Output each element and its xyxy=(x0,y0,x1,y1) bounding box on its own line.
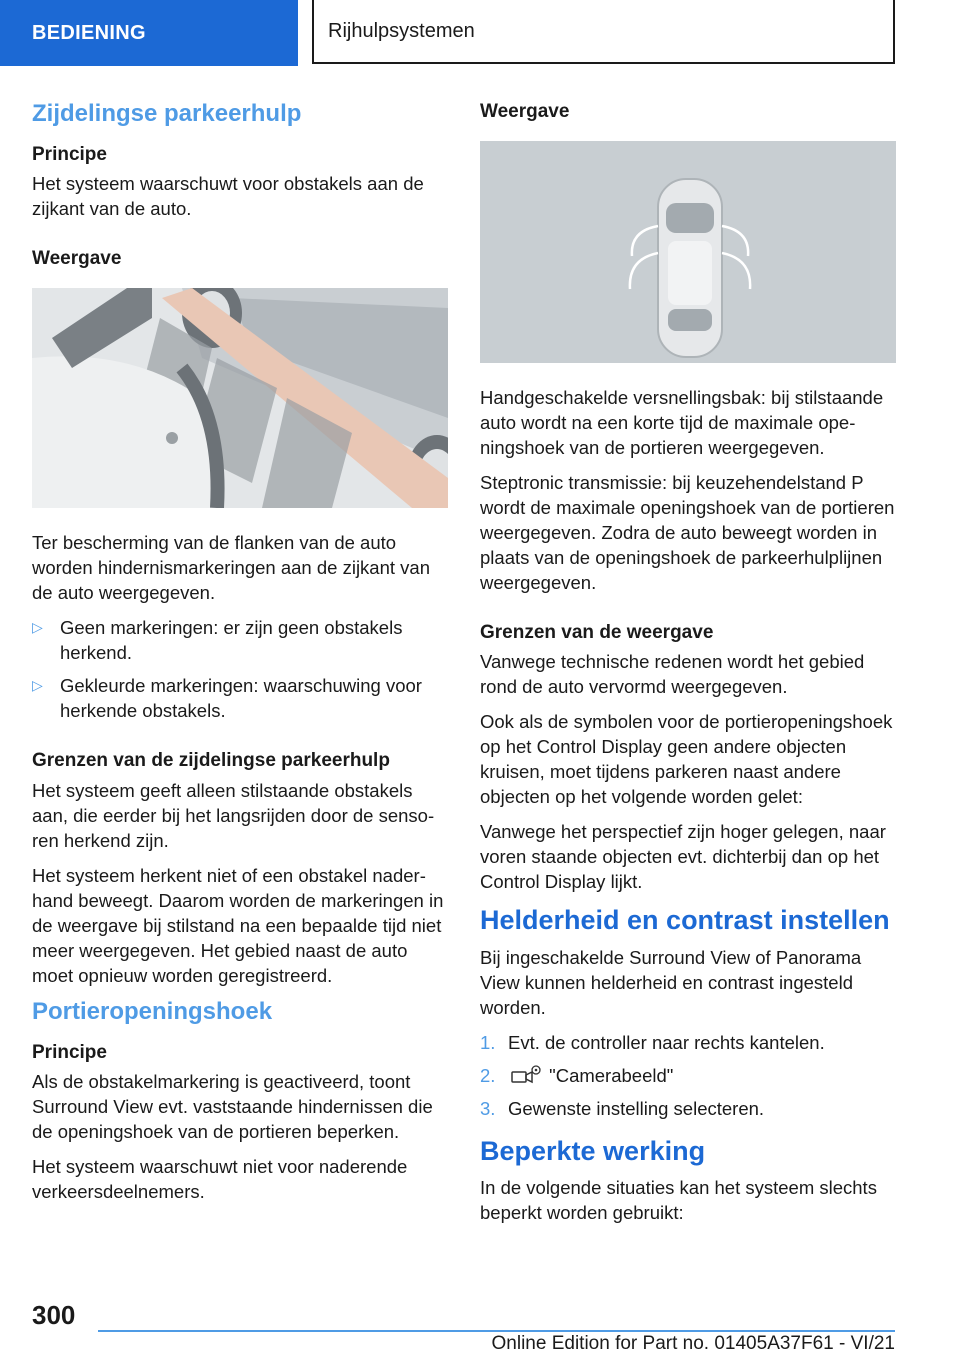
door-text-2: Het systeem waarschuwt niet voor naderende verkeersdeelnemers. xyxy=(32,1156,408,1203)
door-principle-heading: Principe xyxy=(32,1041,107,1063)
door-text-1: Als de obstakelmarkering is geactiveerd, toont Surround View evt. vaststaande hindernissen die de openingshoek van de portieren beperken. xyxy=(32,1071,433,1143)
chapter-label: Rijhulpsystemen xyxy=(328,19,475,42)
door-angle-title: Portieropeningshoek xyxy=(32,997,273,1025)
display-limits-text-1: Vanwege technische redenen wordt het gebied rond de auto vervormd weergegeven. xyxy=(480,651,865,698)
triangle-bullet-icon: ▷ xyxy=(32,677,43,694)
door-angle-illustration xyxy=(480,141,896,363)
principle-heading: Principe xyxy=(32,143,107,165)
footer-divider xyxy=(98,1330,895,1332)
camera-settings-icon xyxy=(508,1064,544,1086)
display-heading: Weergave xyxy=(32,248,122,270)
right-display-heading: Weergave xyxy=(480,101,570,122)
step-item: 1. Evt. de controller naar rechts kantelen. xyxy=(480,1031,825,1053)
marker-list xyxy=(32,615,448,723)
limits-text-2: Het systeem herkent niet of een obstakel naderhand beweegt. Daarom worden de markeringen in de weergave bij stilstand na een bepaalde tijd niet meer weergegeven. Het gebied naast de auto moet opnieuw worden geregistreerd. xyxy=(32,864,444,986)
brightness-text: Bij ingeschakelde Surround View of Panorama View kunnen helderheid en contrast ingesteld worden. xyxy=(480,946,862,1018)
side-parking-svg xyxy=(32,288,448,508)
chapter-title xyxy=(312,0,895,64)
display-limits-heading: Grenzen van de weergave xyxy=(480,621,714,643)
side-parking-illustration xyxy=(32,288,448,508)
list-item: ▷ Geen markeringen: er zijn geen obstakels herkend. xyxy=(32,617,403,664)
limited-function-text: In de volgende situaties kan het systeem slechts beperkt worden gebruikt: xyxy=(480,1177,877,1224)
limited-function-title: Beperkte werking xyxy=(480,1135,706,1166)
display-limits-text-3: Vanwege het perspectief zijn hoger gelegen, naar voren staande objecten evt. dichterbij dan op het Control Display lijkt. xyxy=(480,821,886,893)
step-item: 3. Gewenste instelling selecteren. xyxy=(480,1097,765,1119)
triangle-bullet-icon: ▷ xyxy=(32,619,43,636)
left-column xyxy=(32,100,448,1214)
step-item: 2. "Camerabeeld" xyxy=(480,1064,674,1086)
list-item: ▷ Gekleurde markeringen: waarschuwing voor herkende obstakels. xyxy=(32,675,422,722)
section-tab: BEDIENING xyxy=(0,0,298,66)
door-angle-svg xyxy=(480,141,896,363)
footer-edition: Online Edition for Part no. 01405A37F61 - VI/21 xyxy=(491,1333,895,1354)
side-parking-title: Zijdelingse parkeerhulp xyxy=(32,100,302,127)
limits-heading: Grenzen van de zijdelingse parkeerhulp xyxy=(32,750,390,772)
brightness-steps xyxy=(480,1030,896,1121)
limits-text-1: Het systeem geeft alleen stilstaande obstakels aan, die eerder bij het langsrijden door de sensoren herkend zijn. xyxy=(32,779,435,851)
right-column xyxy=(480,100,896,1235)
brightness-title: Helderheid en contrast instellen xyxy=(480,905,890,936)
page-number: 300 xyxy=(32,1300,76,1330)
manual-gearbox-text: Handgeschakelde versnellingsbak: bij stilstaande auto wordt na een korte tijd de maximale openingshoek van de portieren weergegeven. xyxy=(480,386,884,458)
display-text: Ter bescherming van de flanken van de auto worden hindernismarkeringen aan de zijkant van de auto weergegeven. xyxy=(32,532,430,604)
principle-text: Het systeem waarschuwt voor obstakels aan de zijkant van de auto. xyxy=(32,173,424,220)
display-limits-text-2: Ook als de symbolen voor de portieropeningshoek op het Control Display geen andere objecten kruisen, moet tijdens parkeren naast andere objecten op het volgende worden gelet: xyxy=(480,711,893,808)
steptronic-text: Steptronic transmissie: bij keuzehendelstand P wordt de maximale openingshoek van de portieren weergegeven. Zodra de auto beweegt worden in plaats van de openingshoek de parkeerhulplijnen weergegeven. xyxy=(480,471,895,593)
